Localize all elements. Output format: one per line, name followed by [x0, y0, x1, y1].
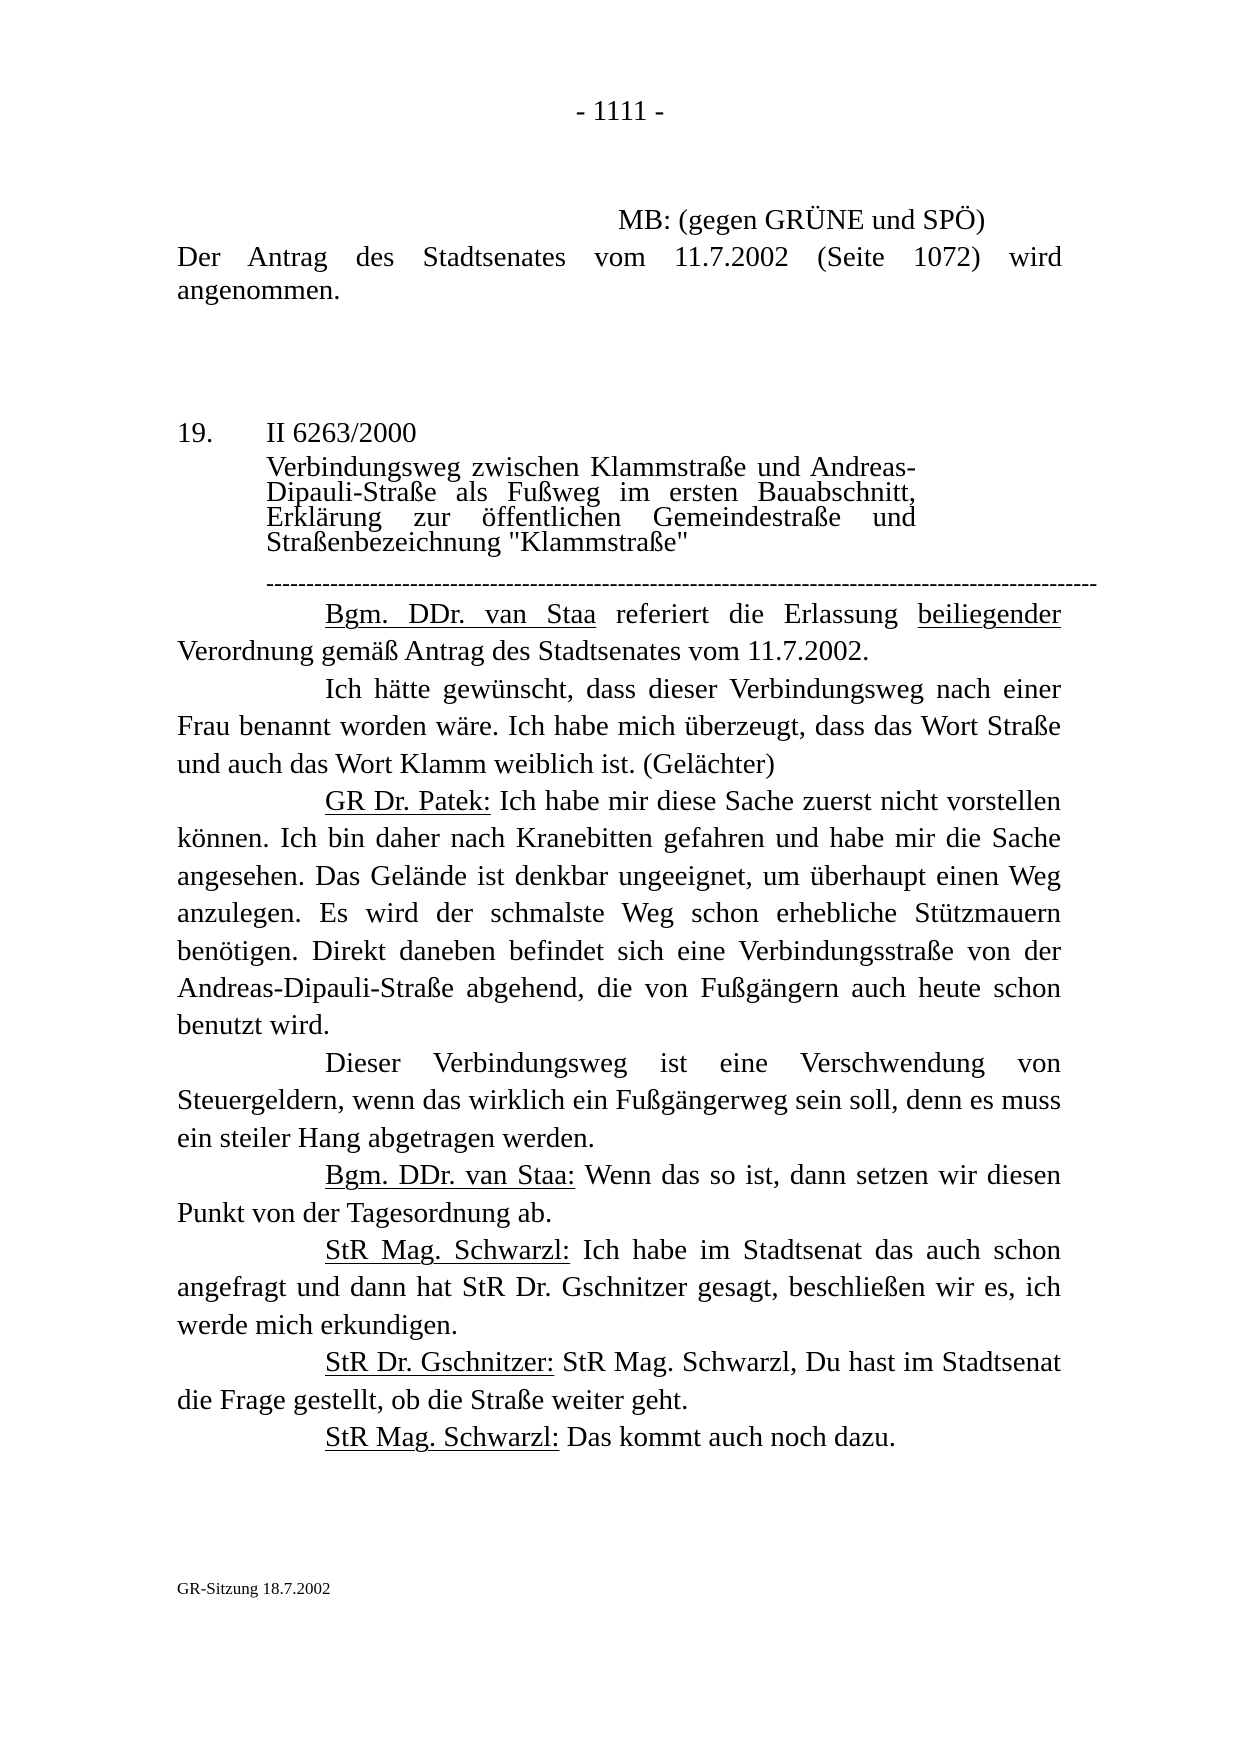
minutes-body [177, 596, 1061, 1456]
agenda-item-title: Verbindungsweg zwischen Klammstraße und Andreas-Dipauli-Straße als Fußweg im ersten Bauabschnitt, Erklärung zur öffentlichen Gemeindestraße und Straßenbezeichnung "Klammstraße" [266, 451, 916, 558]
paragraph [177, 671, 1061, 783]
speaker-name: GR Dr. Patek: [325, 785, 491, 818]
page-number: - 1111 - [575, 95, 665, 127]
agenda-item-reference: II 6263/2000 [266, 417, 417, 449]
paragraph [177, 596, 1061, 671]
paragraph-text: Wenn das so ist, dann setzen wir diesen Punkt von der Tagesordnung ab. [177, 1159, 1061, 1229]
paragraph-text: StR Mag. Schwarzl, Du hast im Stadtsenat die Frage gestellt, ob die Straße weiter geht. [177, 1346, 1062, 1416]
paragraph [177, 1157, 1061, 1232]
paragraph-text: Das kommt auch noch dazu. [559, 1420, 897, 1453]
vote-result: MB: (gegen GRÜNE und SPÖ) [618, 204, 986, 236]
speaker-name: StR Mag. Schwarzl: [325, 1233, 571, 1266]
paragraph [177, 1344, 1061, 1419]
paragraph [177, 1232, 1061, 1344]
agenda-item-number: 19. [177, 417, 214, 449]
speaker-name: Bgm. DDr. van Staa [325, 598, 597, 630]
paragraph-text: referiert die Erlassung [596, 598, 918, 630]
underlined-word: beiliegender [917, 598, 1061, 630]
paragraph-text: Dieser Verbindungsweg ist eine Verschwendung von Steuergeldern, wenn das wirklich ein Fußgängerweg sein soll, denn es muss ein steiler Hang abgetragen werden. [177, 1046, 1061, 1154]
paragraph [177, 783, 1061, 1045]
speaker-name: StR Mag. Schwarzl: [325, 1420, 560, 1453]
paragraph [177, 1045, 1061, 1157]
paragraph-text: Verordnung gemäß Antrag des Stadtsenates vom 11.7.2002. [177, 635, 870, 668]
paragraph-text: Ich habe mir diese Sache zuerst nicht vorstellen können. Ich bin daher nach Kranebitten gefahren und habe mir die Sache angesehen. Das Gelände ist denkbar ungeeignet, um überhaupt einen Weg anzulegen. Es wird der schmalste Weg schon erhebliche Stützmauern benötigen. Direkt daneben befindet sich eine Verbindungsstraße von der Andreas-Dipauli-Straße abgehend, die von Fußgängern auch heute schon benutzt wird. [177, 785, 1061, 1042]
paragraph-text: Ich habe im Stadtsenat das auch schon angefragt und dann hat StR Dr. Gschnitzer gesagt, beschließen wir es, ich werde mich erkundigen. [177, 1233, 1061, 1341]
paragraph-text: Ich hätte gewünscht, dass dieser Verbindungsweg nach einer Frau benannt worden wäre. Ich habe mich überzeugt, dass das Wort Straße und auch das Wort Klamm weiblich ist. (Gelächter) [177, 672, 1061, 780]
speaker-name: StR Dr. Gschnitzer: [325, 1346, 555, 1379]
paragraph [177, 1419, 1061, 1456]
footer-session: GR-Sitzung 18.7.2002 [177, 1579, 331, 1598]
resolution-text: Der Antrag des Stadtsenates vom 11.7.2002 (Seite 1072) wird angenommen. [177, 241, 1062, 306]
speaker-name: Bgm. DDr. van Staa: [325, 1159, 576, 1192]
separator-line: -------------------------------------------------------------------------------------------------------- [266, 571, 1098, 597]
